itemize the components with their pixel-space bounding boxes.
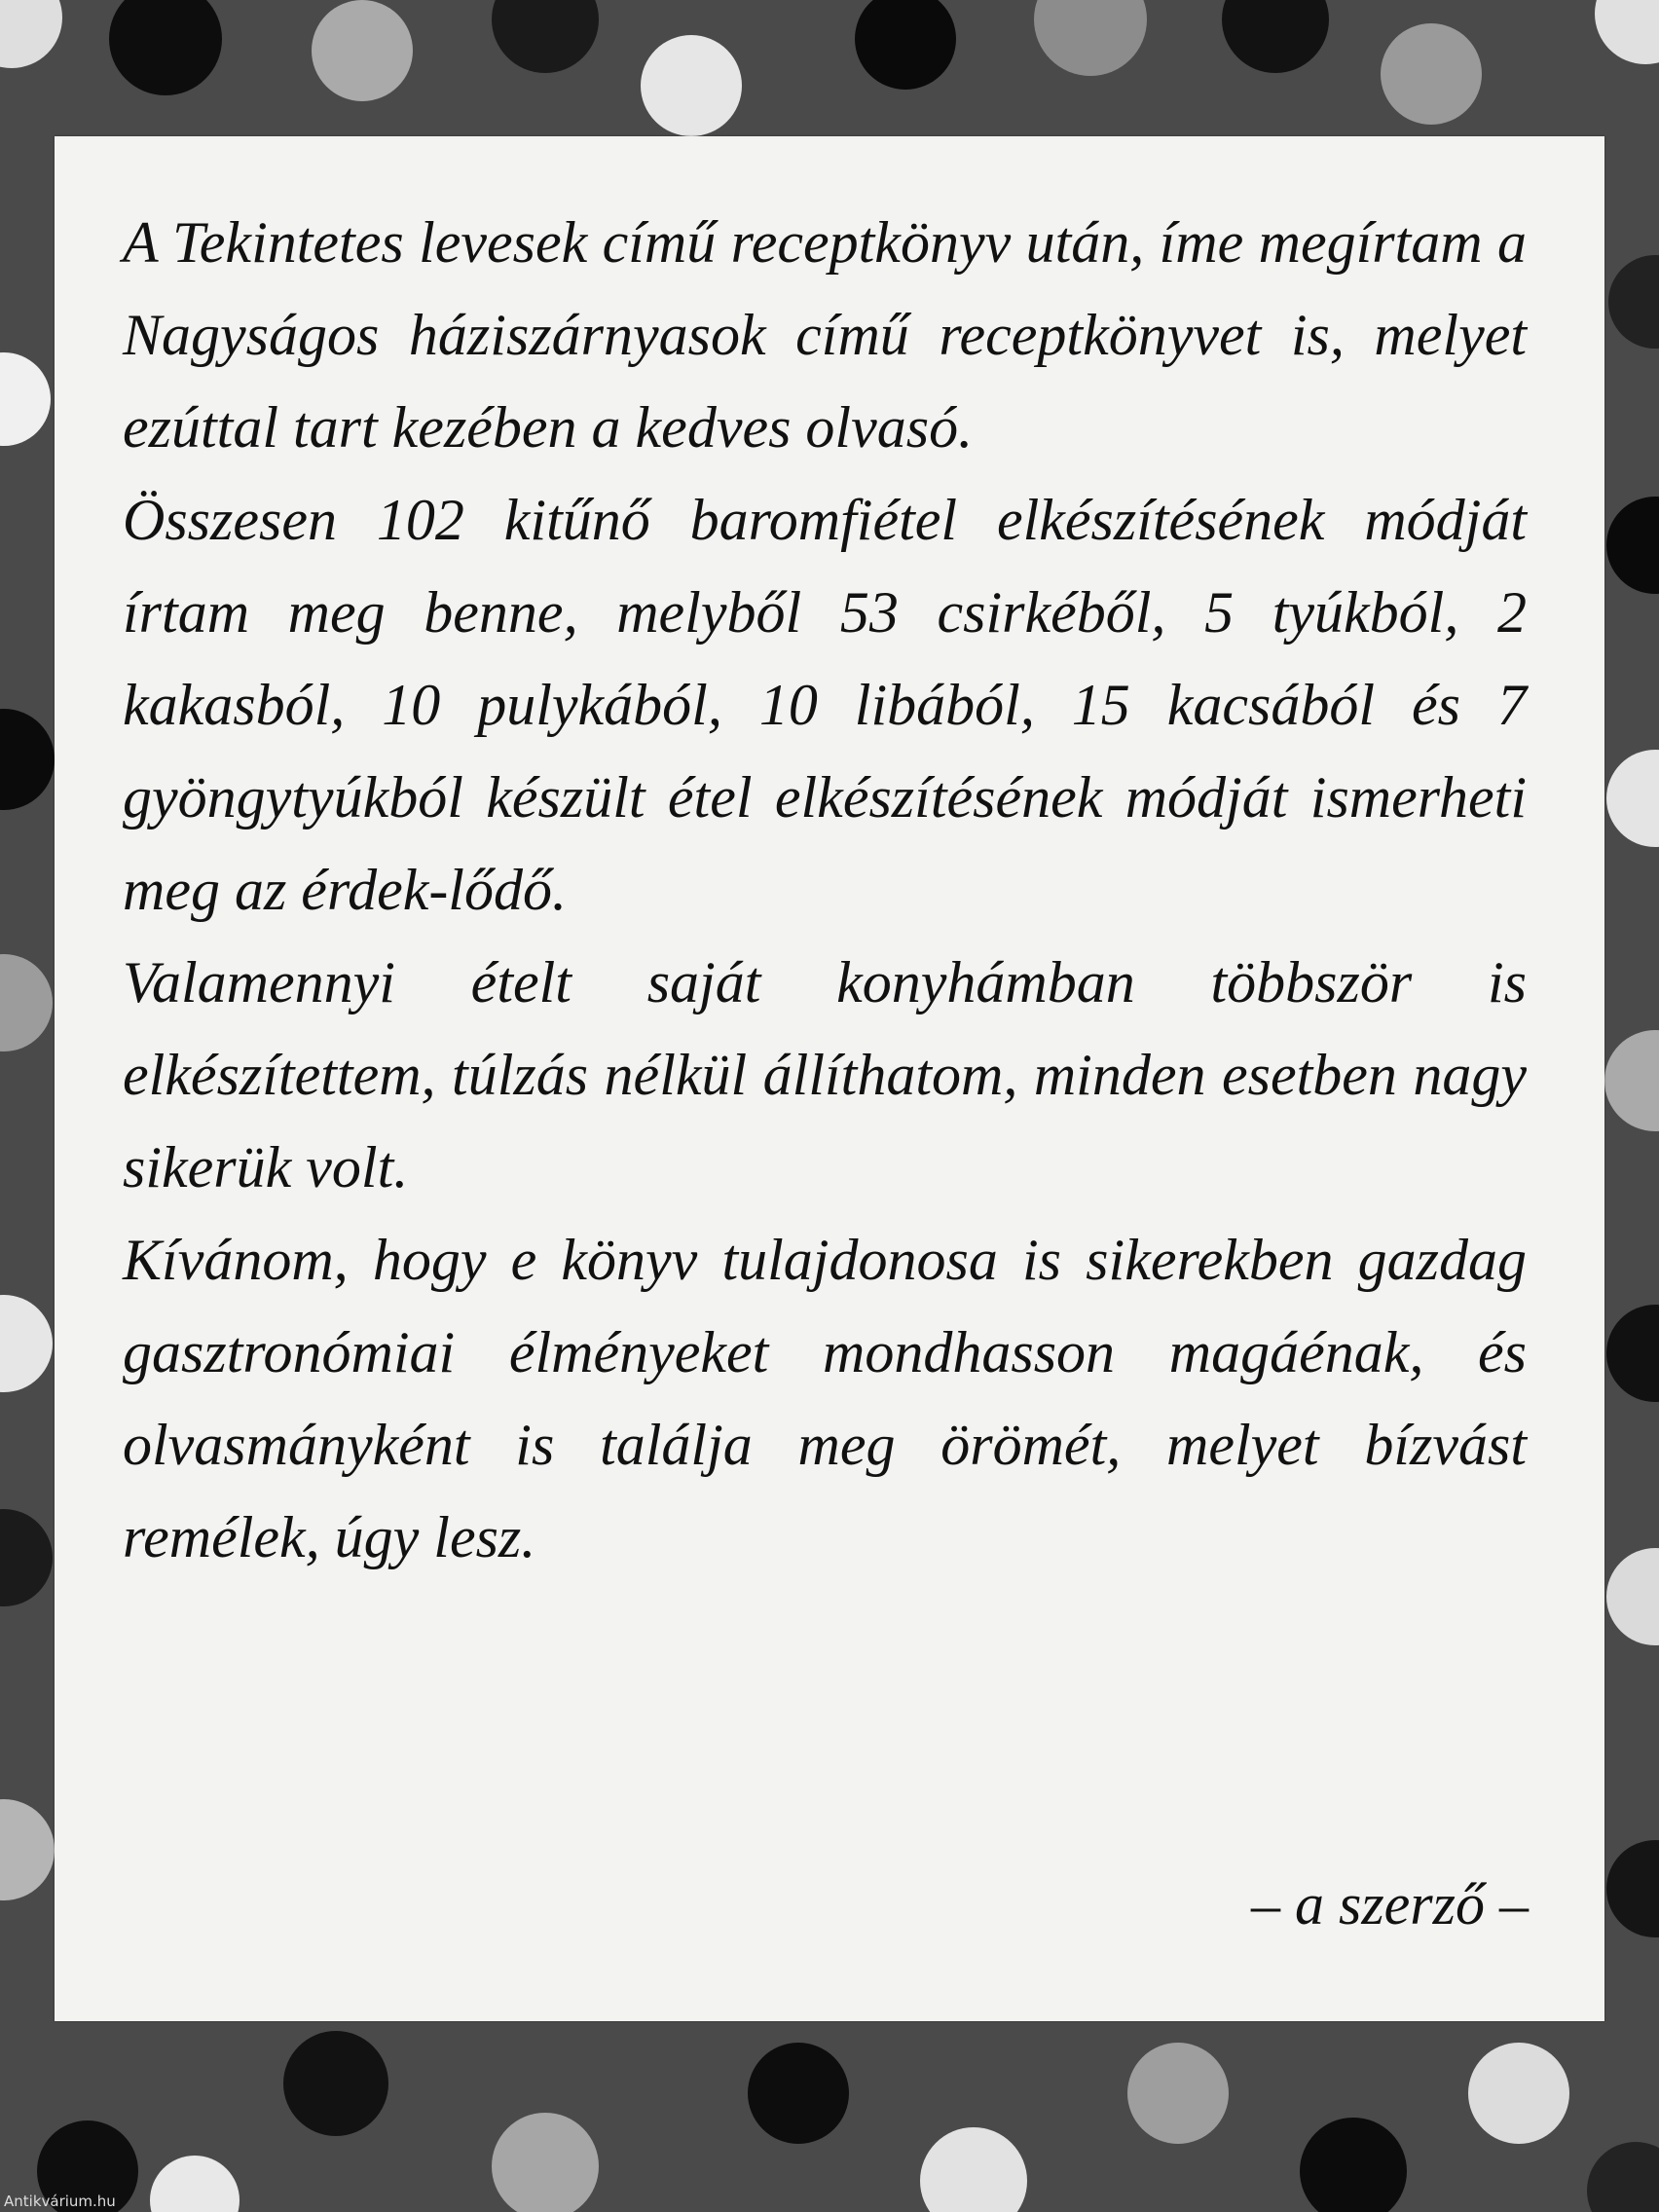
watermark: Antikvárium.hu	[4, 2193, 116, 2210]
paragraph-4: Kívánom, hogy e könyv tulajdonosa is sikerekben gazdag gasztronómiai élményeket mondhasson magáénak, és olvasmányként is találja meg örömét, melyet bízvást remélek, úgy lesz.	[123, 1228, 1527, 1569]
paragraph-3: Valamennyi ételt saját konyhámban többször is elkészítettem, túlzás nélkül állíthatom, minden esetben nagy sikerük volt.	[123, 950, 1527, 1199]
preface-text	[123, 197, 1527, 1584]
author-signature: – a szerző –	[1250, 1872, 1529, 1936]
paragraph-1: A Tekintetes levesek című receptkönyv után, íme megírtam a Nagyságos háziszárnyasok című receptkönyvet is, melyet ezúttal tart kezében a kedves olvasó.	[123, 210, 1527, 460]
text-panel	[55, 136, 1604, 2021]
paragraph-2: Összesen 102 kitűnő baromfiétel elkészítésének módját írtam meg benne, melyből 53 csirkéből, 5 tyúkból, 2 kakasból, 10 pulykából, 10 libából, 15 kacsából és 7 gyöngytyúkból készült étel elkészítésének módját ismerheti meg az érdek-lődő.	[123, 488, 1527, 922]
